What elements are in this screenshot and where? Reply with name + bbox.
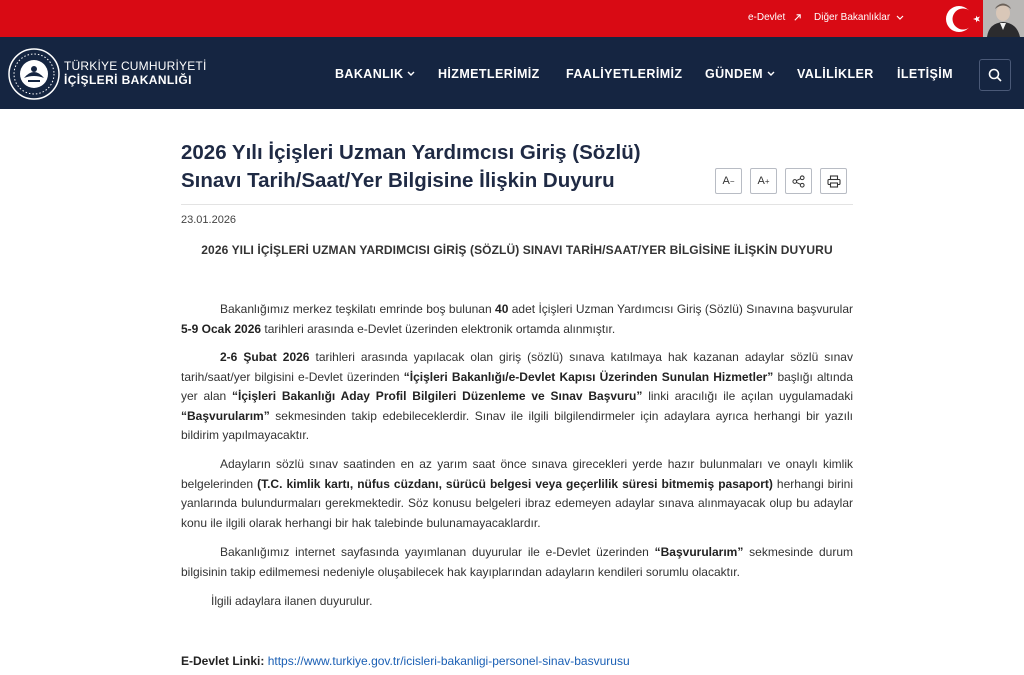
p4-text-1: Bakanlığımız internet sayfasında yayımlanan duyurular ile e-Devlet üzerinden bbox=[220, 545, 655, 559]
nav-item-hizmetlerimiz[interactable] bbox=[438, 67, 540, 81]
brand-line1: TÜRKİYE CUMHURİYETİ bbox=[64, 59, 207, 73]
flag-ataturk-banner bbox=[935, 0, 1024, 37]
paragraph-5: İlgili adaylara ilanen duyurulur. bbox=[211, 594, 373, 608]
p2-bold-3: “İçişleri Bakanlığı Aday Profil Bilgileri Düzenleme ve Sınav Başvuru” bbox=[232, 389, 643, 403]
external-link-icon bbox=[793, 13, 802, 22]
paragraph-1 bbox=[181, 300, 853, 339]
search-icon bbox=[988, 68, 1002, 82]
paragraph-3 bbox=[181, 455, 853, 533]
other-ministries-dropdown[interactable] bbox=[814, 12, 904, 23]
p1-text-2: adet İçişleri Uzman Yardımcısı Giriş (Sözlü) Sınavına başvurular bbox=[508, 302, 853, 316]
main-navbar bbox=[0, 37, 1024, 109]
paragraph-2 bbox=[181, 348, 853, 446]
nav-item-iletisim[interactable] bbox=[897, 67, 953, 81]
paragraph-4 bbox=[181, 543, 853, 582]
nav-item-label: HİZMETLERİMİZ bbox=[438, 67, 540, 81]
chevron-down-icon bbox=[407, 71, 415, 77]
p2-text-2: başlığı altında yer alan bbox=[181, 369, 853, 403]
font-increase-button[interactable] bbox=[750, 168, 777, 194]
search-button[interactable] bbox=[979, 59, 1011, 91]
share-icon bbox=[792, 175, 805, 188]
p3-text-1: Adayların sözlü sınav saatinden en az yarım saat önce sınava girecekleri yerde hazır bulunmaları ve onaylı kimlik belgelerinden bbox=[181, 457, 853, 491]
page-title bbox=[181, 139, 701, 195]
p2-text-3: linki aracılığı ile açılan uygulamadaki bbox=[642, 389, 853, 403]
p2-bold-4: “Başvurularım” bbox=[181, 408, 270, 423]
chevron-down-icon bbox=[896, 15, 904, 21]
title-line2: Sınavı Tarih/Saat/Yer Bilgisine İlişkin Duyuru bbox=[181, 169, 615, 192]
font-increase-label: A bbox=[757, 175, 765, 187]
title-divider bbox=[181, 204, 853, 205]
other-ministries-label: Diğer Bakanlıklar bbox=[814, 12, 891, 23]
p2-text-1: tarihleri arasında yapılacak olan giriş (sözlü) sınava katılmaya hak kazanan adaylar sözlü sınav tarih/saat/yer bilgisini e-Devlet üzerinden bbox=[181, 350, 853, 384]
nav-item-label: VALİLİKLER bbox=[797, 67, 874, 81]
nav-item-faaliyetlerimiz[interactable] bbox=[566, 67, 682, 81]
p3-bold-1: (T.C. kimlik kartı, nüfus cüzdanı, sürücü belgesi veya geçerlilik süresi bitmemiş pasaport) bbox=[257, 476, 773, 491]
ministry-logo[interactable] bbox=[8, 48, 60, 100]
brand-line2: İÇİŞLERİ BAKANLIĞI bbox=[64, 73, 192, 87]
edevlet-link[interactable] bbox=[748, 12, 802, 23]
p2-bold-1: 2-6 Şubat 2026 bbox=[220, 350, 310, 364]
font-increase-sup: + bbox=[764, 176, 770, 186]
nav-item-label: GÜNDEM bbox=[705, 67, 763, 81]
ministry-emblem-icon bbox=[8, 48, 60, 100]
p1-text-1: Bakanlığımız merkez teşkilatı emrinde boş bulunan bbox=[220, 302, 496, 316]
nav-item-label: BAKANLIK bbox=[335, 67, 404, 81]
share-button[interactable] bbox=[785, 168, 812, 194]
brand-text[interactable] bbox=[64, 59, 206, 87]
printer-icon bbox=[827, 175, 841, 188]
font-decrease-button[interactable] bbox=[715, 168, 742, 194]
publish-date: 23.01.2026 bbox=[181, 214, 237, 226]
nav-item-valilikler[interactable] bbox=[797, 67, 874, 81]
p1-text-3: tarihleri arasında e-Devlet üzerinden elektronik ortamda alınmıştır. bbox=[261, 321, 616, 336]
nav-item-label: İLETİŞİM bbox=[897, 67, 953, 81]
p2-bold-2: “İçişleri Bakanlığı/e-Devlet Kapısı Üzerinden Sunulan Hizmetler” bbox=[403, 369, 774, 384]
edevlet-link-row bbox=[181, 654, 630, 668]
article-tools bbox=[715, 168, 847, 194]
edevlet-label: e-Devlet bbox=[748, 12, 786, 23]
p1-bold-2: 5-9 Ocak 2026 bbox=[181, 321, 262, 336]
p4-bold-1: “Başvurularım” bbox=[654, 545, 744, 559]
edevlet-link-label: E-Devlet Linki: bbox=[181, 654, 265, 668]
font-decrease-label: A bbox=[722, 175, 730, 187]
p3-text-2: herhangi birini yanlarında bulundurmaları gerekmektedir. Söz konusu belgeleri ibraz edemeyen adaylar sınava alınmayacak olup bu adaylar konu ile ilgili olarak herhangi bir hak talebinde bulunamayacaklardır. bbox=[181, 476, 853, 530]
announcement-heading: 2026 YILI İÇİŞLERİ UZMAN YARDIMCISI GİRİŞ (SÖZLÜ) SINAVI TARİH/SAAT/YER BİLGİSİNE İLİŞKİN DUYURU bbox=[201, 243, 833, 257]
nav-item-gundem[interactable] bbox=[705, 67, 775, 81]
nav-item-label: FAALİYETLERİMİZ bbox=[566, 67, 683, 81]
edevlet-link-url[interactable]: https://www.turkiye.gov.tr/icisleri-bakanligi-personel-sinav-basvurusu bbox=[267, 654, 630, 668]
p4-text-2: sekmesinde durum bilgisinin takip edilmemesi nedeniyle oluşabilecek hak kayıplarından adayların kendileri sorumlu olacaktır. bbox=[181, 545, 853, 579]
font-decrease-sup: − bbox=[729, 176, 735, 186]
turkish-flag-icon bbox=[935, 0, 1024, 37]
chevron-down-icon bbox=[767, 71, 775, 77]
top-bar bbox=[0, 0, 1024, 37]
p1-bold-1: 40 bbox=[495, 302, 509, 316]
nav-item-bakanlik[interactable] bbox=[335, 67, 415, 81]
print-button[interactable] bbox=[820, 168, 847, 194]
title-line1: 2026 Yılı İçişleri Uzman Yardımcısı Giriş (Sözlü) bbox=[181, 141, 641, 164]
p2-text-4: sekmesinden takip edebileceklerdir. Sınav ile ilgili bilgilendirmeler için adaylara ayrıca herhangi bir yazılı bildirim yapılmayacaktır. bbox=[181, 408, 853, 442]
